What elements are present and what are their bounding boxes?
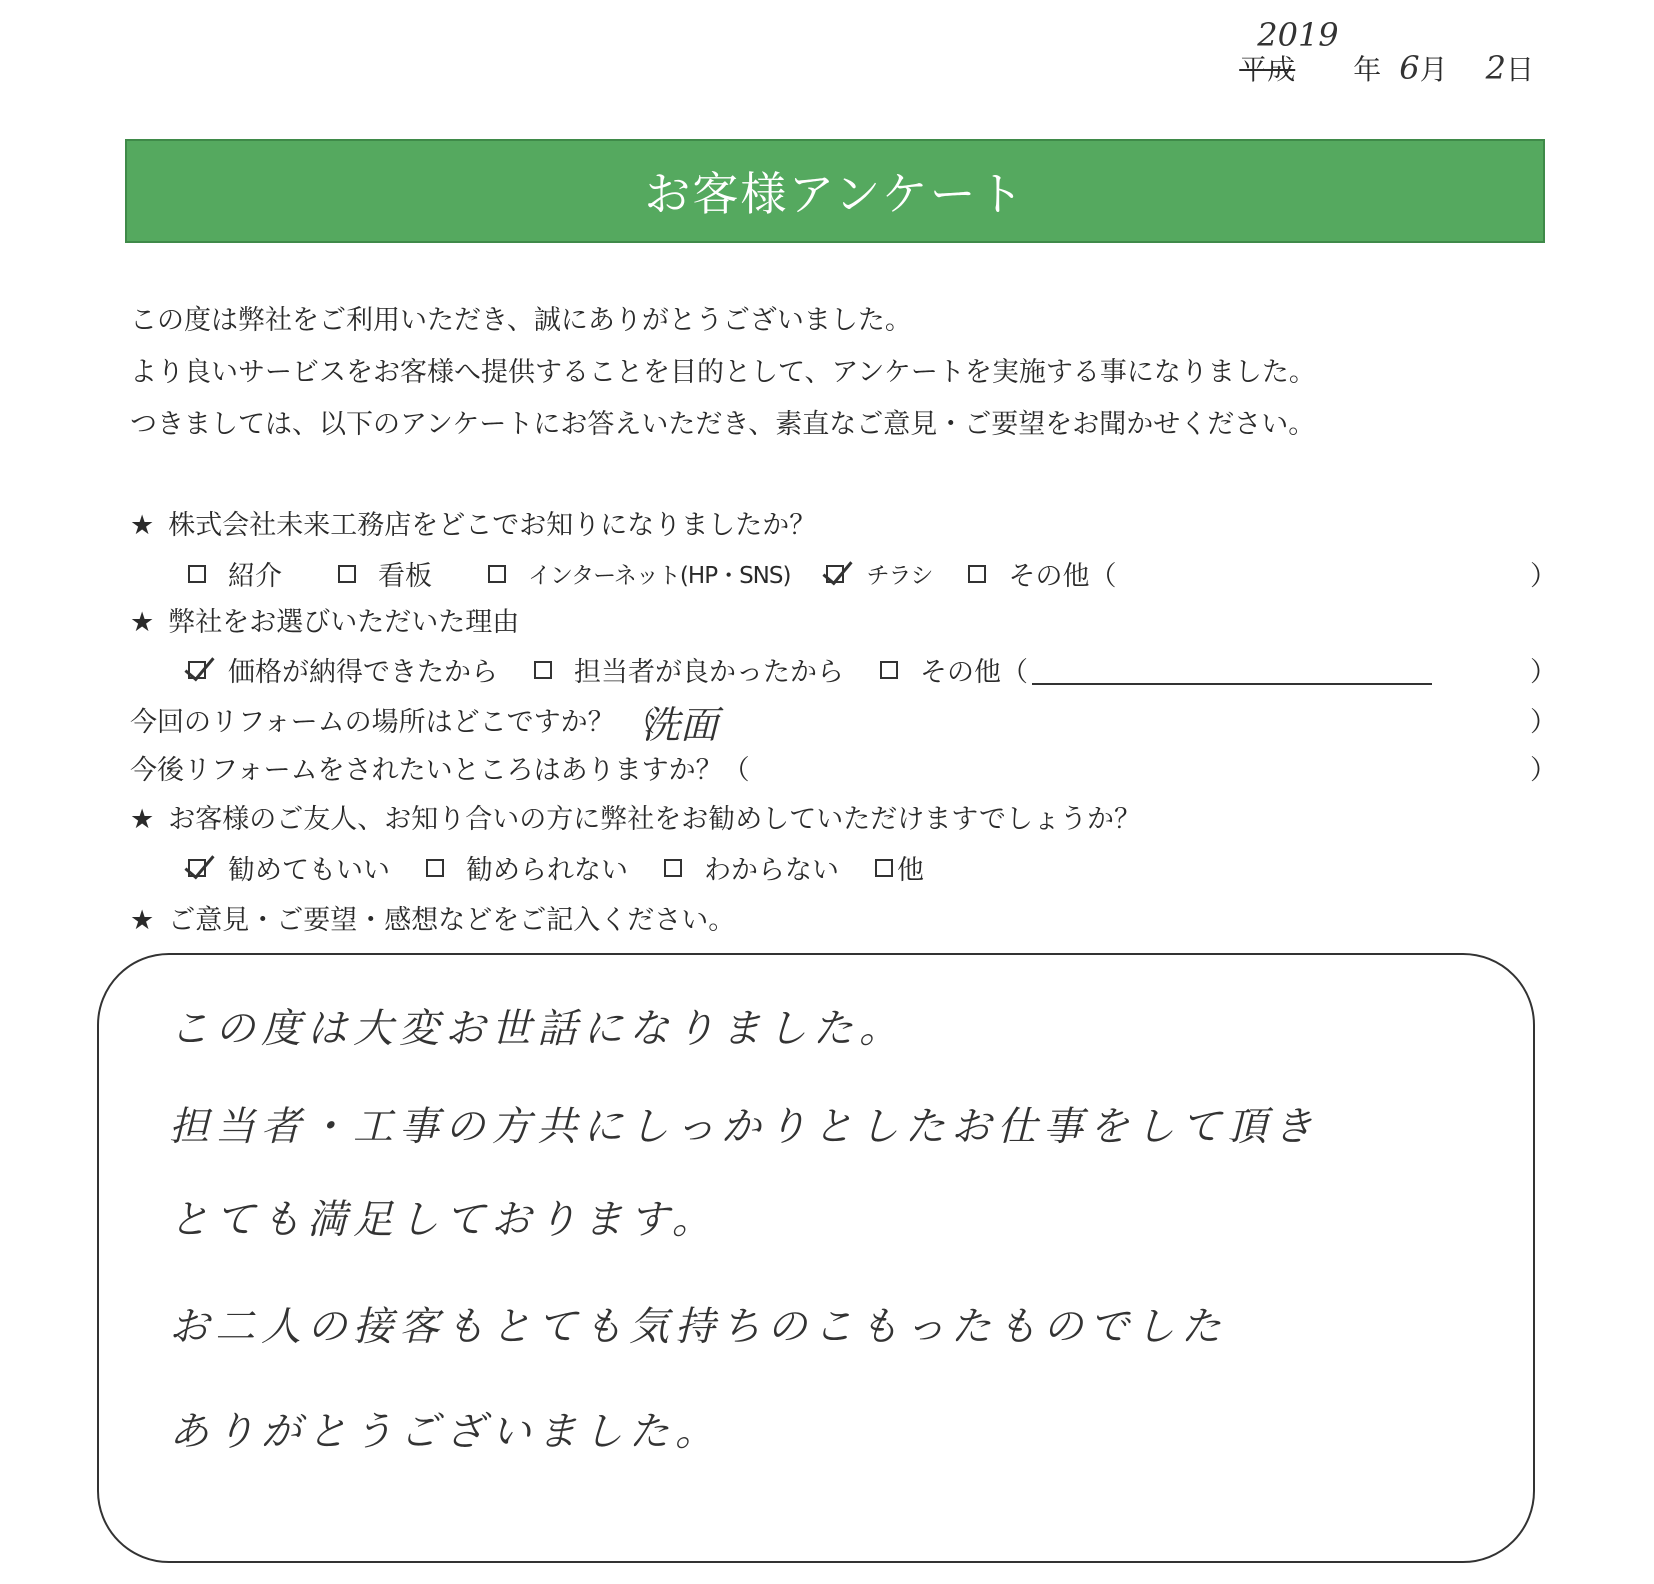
survey-date [1239,16,1534,88]
option-flyer[interactable] [826,557,932,590]
comment-box[interactable] [97,953,1535,1563]
option-internet[interactable] [488,557,790,590]
option-label: インターネット(HP・SNS) [528,563,791,589]
option-staff[interactable] [534,650,844,689]
q2-options [188,650,1472,689]
option-recommend[interactable] [188,848,390,887]
intro-line: つきましては、以下のアンケートにお答えいただき、素直なご意見・ご要望をお聞かせください。 [130,409,1316,440]
comment-line: ありがとうございました。 [169,1409,721,1455]
year-handwritten: 2019 [1257,16,1339,54]
checkbox[interactable] [875,859,893,877]
era-field [1239,16,1339,88]
checkbox[interactable] [188,565,206,583]
option-unsure[interactable] [664,848,839,887]
option-label: わからない [704,855,839,886]
checkbox[interactable] [880,661,898,679]
paren-close: ） [1530,561,1557,592]
question-5 [130,797,1141,836]
intro-text [130,295,1316,451]
option-label: その他（ [1008,561,1117,592]
question-1 [130,503,816,542]
checkbox-checked[interactable] [826,565,844,583]
day-value: 2 [1485,49,1506,87]
checkbox[interactable] [488,565,506,583]
question-text: 弊社をお選びいただいた理由 [168,607,520,638]
option-label: 看板 [378,561,432,592]
year-unit: 年 [1353,53,1382,86]
checkbox[interactable] [426,859,444,877]
star-icon: ★ [130,510,155,541]
option-label: 紹介 [228,561,282,592]
question-6 [130,898,735,937]
month-value: 6 [1399,49,1420,87]
option-other[interactable] [875,848,924,887]
intro-line: この度は弊社をご利用いただき、誠にありがとうございました。 [130,305,912,336]
option-signboard[interactable] [338,554,432,593]
checkbox-checked[interactable] [188,661,206,679]
option-label: その他（ [920,657,1028,688]
option-label: 価格が納得できたから [228,657,498,688]
option-not-recommend[interactable] [426,848,628,887]
q1-options [188,554,1152,593]
checkbox[interactable] [338,565,356,583]
paren-close: ） [1530,707,1557,738]
option-label: 担当者が良かったから [574,657,844,688]
option-price[interactable] [188,650,498,689]
intro-line: より良いサービスをお客様へ提供することを目的として、アンケートを実施する事になりました。 [130,357,1316,388]
option-label: チラシ [866,563,933,589]
q3-answer: 洗面 [642,703,719,747]
comment-line: この度は大変お世話になりました。 [169,1006,905,1052]
page-title: お客様アンケート [644,167,1026,221]
comment-line: お二人の接客もとても気持ちのこもったものでした [169,1304,1227,1350]
paren-close: ） [1530,755,1557,786]
checkbox[interactable] [968,565,986,583]
title-banner [125,139,1545,243]
option-referral[interactable] [188,554,282,593]
question-text: お客様のご友人、お知り合いの方に弊社をお勧めしていただけますでしょうか？ [168,804,1142,835]
option-label: 勧められない [466,855,628,886]
month-unit: 月 [1419,53,1448,86]
question-text: 今後リフォームをされたいところはありますか？（ [130,755,750,786]
option-label: 勧めてもいい [228,855,390,886]
question-4 [130,748,750,787]
option-other[interactable] [880,650,1436,689]
other-blank[interactable] [1032,655,1432,685]
checkbox[interactable] [534,661,552,679]
paren-close: ） [1530,657,1557,688]
star-icon: ★ [130,905,155,936]
comment-line: 担当者・工事の方共にしっかりとしたお仕事をして頂き [169,1104,1319,1150]
option-other[interactable] [968,554,1116,593]
option-label: 他 [897,855,924,886]
question-text: ご意見・ご要望・感想などをご記入ください。 [168,905,736,936]
star-icon: ★ [130,804,155,835]
question-text: 今回のリフォームの場所はどこですか？ （ [130,707,656,738]
question-2 [130,600,519,639]
star-icon: ★ [130,607,155,638]
comment-line: とても満足しております。 [169,1197,718,1243]
q5-options [188,848,960,887]
checkbox-checked[interactable] [188,859,206,877]
era-struck: 平成 [1239,53,1296,86]
checkbox[interactable] [664,859,682,877]
question-3 [130,700,655,739]
day-unit: 日 [1505,53,1534,86]
question-text: 株式会社未来工務店をどこでお知りになりましたか？ [168,510,817,541]
